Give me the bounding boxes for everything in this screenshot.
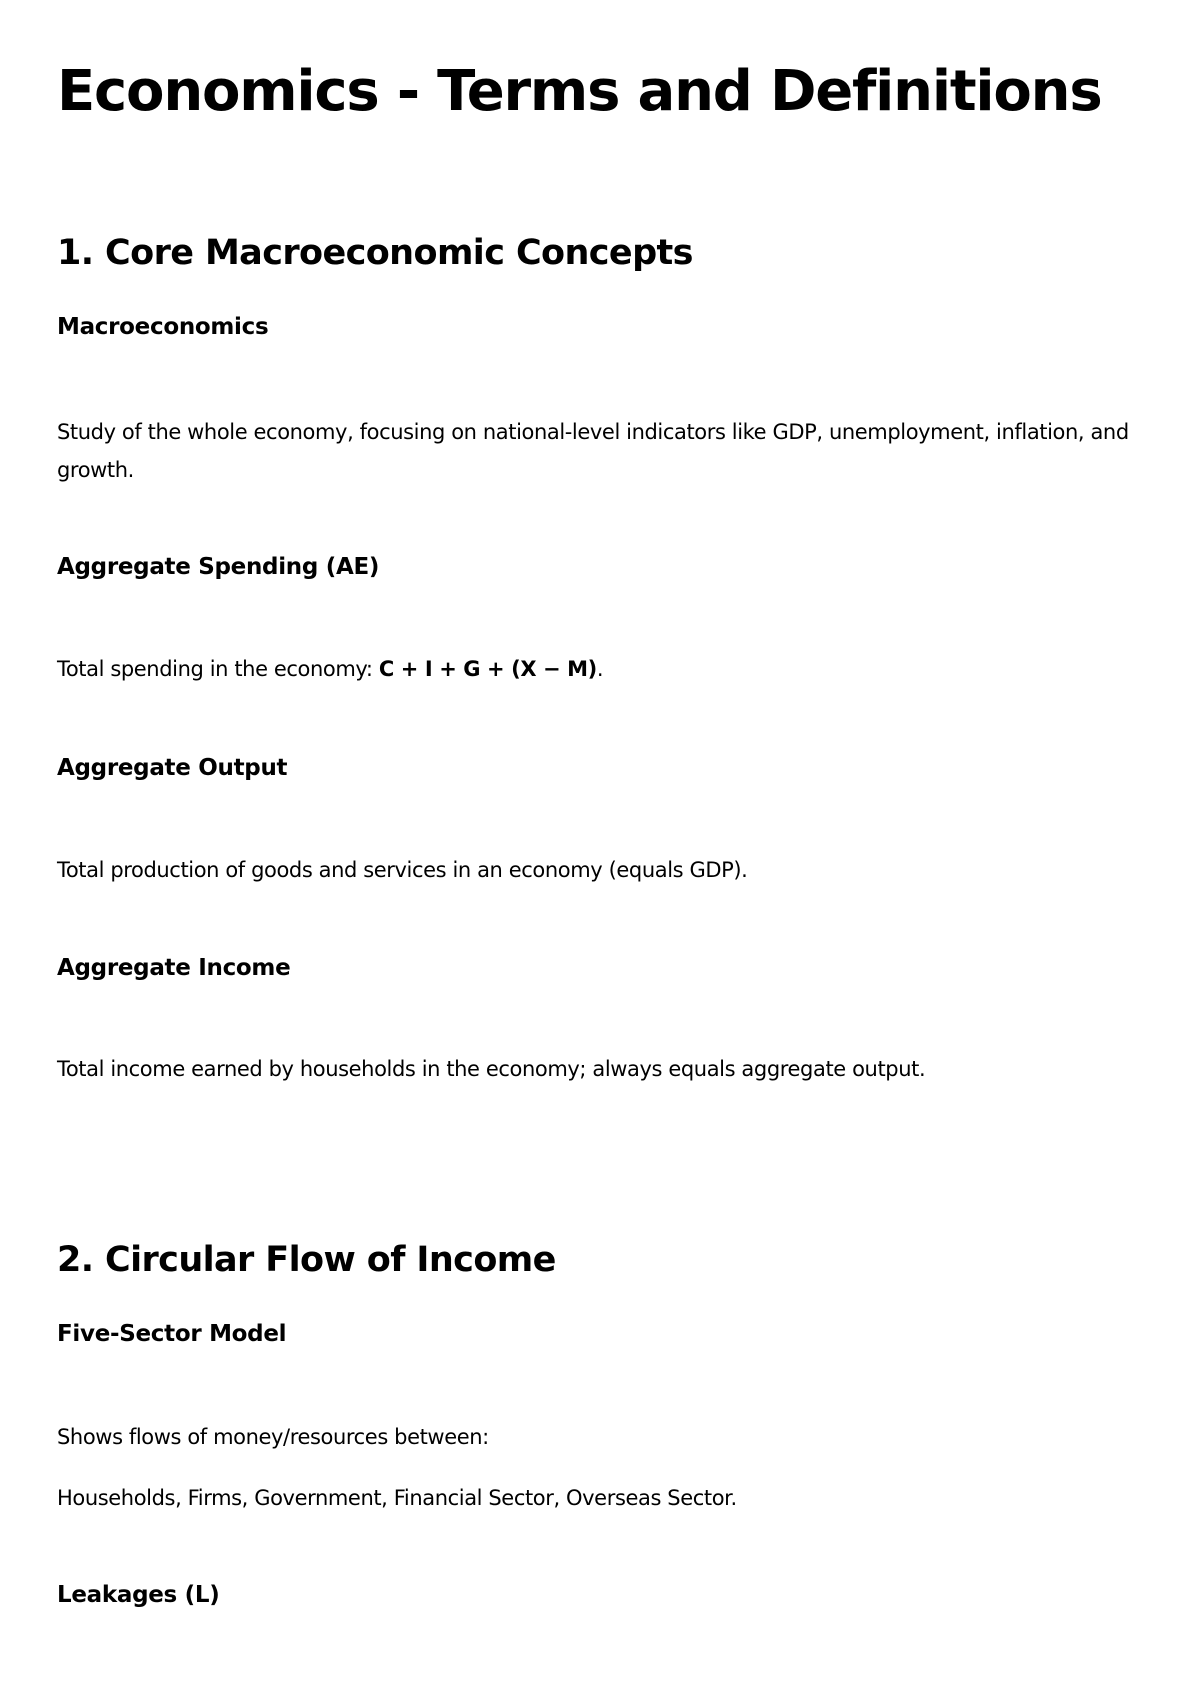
aggregate-spending-formula: C + I + G + (X − M) [378, 657, 597, 681]
definition-five-sector-line-2: Households, Firms, Government, Financial Sector, Overseas Sector. [57, 1486, 737, 1510]
term-aggregate-spending: Aggregate Spending (AE) [57, 554, 380, 580]
section-heading-circular-flow: 2. Circular Flow of Income [57, 1240, 556, 1280]
term-aggregate-income: Aggregate Income [57, 955, 291, 981]
section-heading-core-macro: 1. Core Macroeconomic Concepts [57, 233, 693, 273]
definition-aggregate-income: Total income earned by households in the economy; always equals aggregate output. [57, 1057, 926, 1081]
definition-aggregate-spending-prefix: Total spending in the economy: [57, 657, 379, 681]
document-title: Economics - Terms and Definitions [57, 59, 1102, 124]
term-five-sector-model: Five-Sector Model [57, 1321, 287, 1347]
definition-five-sector-line-1: Shows flows of money/resources between: [57, 1425, 489, 1449]
term-leakages: Leakages (L) [57, 1582, 220, 1608]
term-aggregate-output: Aggregate Output [57, 755, 288, 781]
definition-aggregate-spending [57, 650, 603, 688]
definition-aggregate-output: Total production of goods and services in an economy (equals GDP). [57, 858, 748, 882]
term-macroeconomics: Macroeconomics [57, 314, 269, 340]
definition-aggregate-spending-suffix: . [596, 657, 604, 681]
definition-macroeconomics: Study of the whole economy, focusing on national-level indicators like GDP, unemployment, inflation, and growth. [57, 420, 1129, 482]
